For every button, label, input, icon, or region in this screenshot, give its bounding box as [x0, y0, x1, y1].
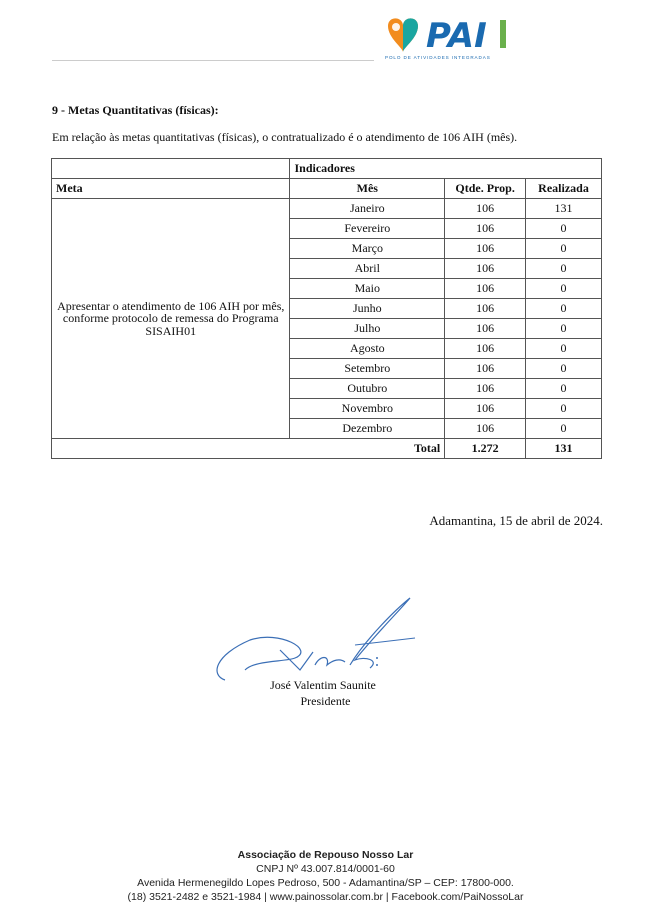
qtde-prop-cell: 106 — [445, 339, 526, 359]
meta-description: Apresentar o atendimento de 106 AIH por mês, conforme protocolo de remessa do Programa SISAIH01 — [52, 199, 290, 439]
group-header-row — [52, 159, 602, 179]
footer-contact: (18) 3521-2482 e 3521-1984 | www.painossolar.com.br | Facebook.com/PaiNossoLar — [127, 891, 524, 903]
column-header-row — [52, 179, 602, 199]
header-rule — [52, 60, 374, 61]
month-cell: Agosto — [290, 339, 445, 359]
footer-org: Associação de Repouso Nosso Lar — [237, 849, 414, 861]
qtde-prop-cell: 106 — [445, 239, 526, 259]
footer-cnpj: CNPJ Nº 43.007.814/0001-60 — [256, 863, 395, 875]
qtde-prop-cell: 106 — [445, 299, 526, 319]
blank-cell — [52, 159, 290, 179]
col-header-meta: Meta — [52, 179, 290, 199]
logo-subtitle: POLO DE ATIVIDADES INTEGRADAS — [385, 55, 491, 60]
col-header-mes: Mês — [290, 179, 445, 199]
month-cell: Janeiro — [290, 199, 445, 219]
month-cell: Julho — [290, 319, 445, 339]
qtde-prop-cell: 106 — [445, 379, 526, 399]
month-cell: Dezembro — [290, 419, 445, 439]
total-real: 131 — [526, 439, 602, 459]
realizada-cell: 0 — [526, 279, 602, 299]
month-cell: Junho — [290, 299, 445, 319]
month-cell: Abril — [290, 259, 445, 279]
qtde-prop-cell: 106 — [445, 319, 526, 339]
realizada-cell: 0 — [526, 419, 602, 439]
logo-text: PAI — [426, 16, 487, 56]
indicadores-header: Indicadores — [290, 159, 602, 179]
realizada-cell: 0 — [526, 219, 602, 239]
qtde-prop-cell: 106 — [445, 359, 526, 379]
total-label: Total — [52, 439, 445, 459]
handwritten-signature — [205, 590, 420, 690]
total-prop: 1.272 — [445, 439, 526, 459]
realizada-cell: 0 — [526, 259, 602, 279]
realizada-cell: 0 — [526, 239, 602, 259]
signatory-name: José Valentim Saunite — [270, 678, 376, 692]
realizada-cell: 0 — [526, 299, 602, 319]
qtde-prop-cell: 106 — [445, 259, 526, 279]
qtde-prop-cell: 106 — [445, 219, 526, 239]
col-header-qtde: Qtde. Prop. — [445, 179, 526, 199]
realizada-cell: 0 — [526, 399, 602, 419]
col-header-realizada: Realizada — [526, 179, 602, 199]
month-cell: Maio — [290, 279, 445, 299]
total-row — [52, 439, 602, 459]
month-cell: Março — [290, 239, 445, 259]
realizada-cell: 0 — [526, 359, 602, 379]
section-intro: Em relação às metas quantitativas (físicas), o contratualizado é o atendimento de 106 AIH (mês). — [52, 130, 518, 144]
metas-table — [51, 158, 602, 459]
realizada-cell: 0 — [526, 379, 602, 399]
realizada-cell: 0 — [526, 319, 602, 339]
qtde-prop-cell: 106 — [445, 279, 526, 299]
month-cell: Setembro — [290, 359, 445, 379]
signatory-title: Presidente — [300, 694, 351, 708]
qtde-prop-cell: 106 — [445, 399, 526, 419]
table-row — [52, 199, 602, 219]
footer-address: Avenida Hermenegildo Lopes Pedroso, 500 - Adamantina/SP – CEP: 17800-000. — [137, 877, 514, 889]
realizada-cell: 131 — [526, 199, 602, 219]
month-cell: Fevereiro — [290, 219, 445, 239]
section-title: 9 - Metas Quantitativas (físicas): — [52, 103, 219, 117]
footer — [0, 848, 651, 904]
realizada-cell: 0 — [526, 339, 602, 359]
month-cell: Novembro — [290, 399, 445, 419]
month-cell: Outubro — [290, 379, 445, 399]
date-line: Adamantina, 15 de abril de 2024. — [429, 513, 603, 528]
qtde-prop-cell: 106 — [445, 199, 526, 219]
qtde-prop-cell: 106 — [445, 419, 526, 439]
